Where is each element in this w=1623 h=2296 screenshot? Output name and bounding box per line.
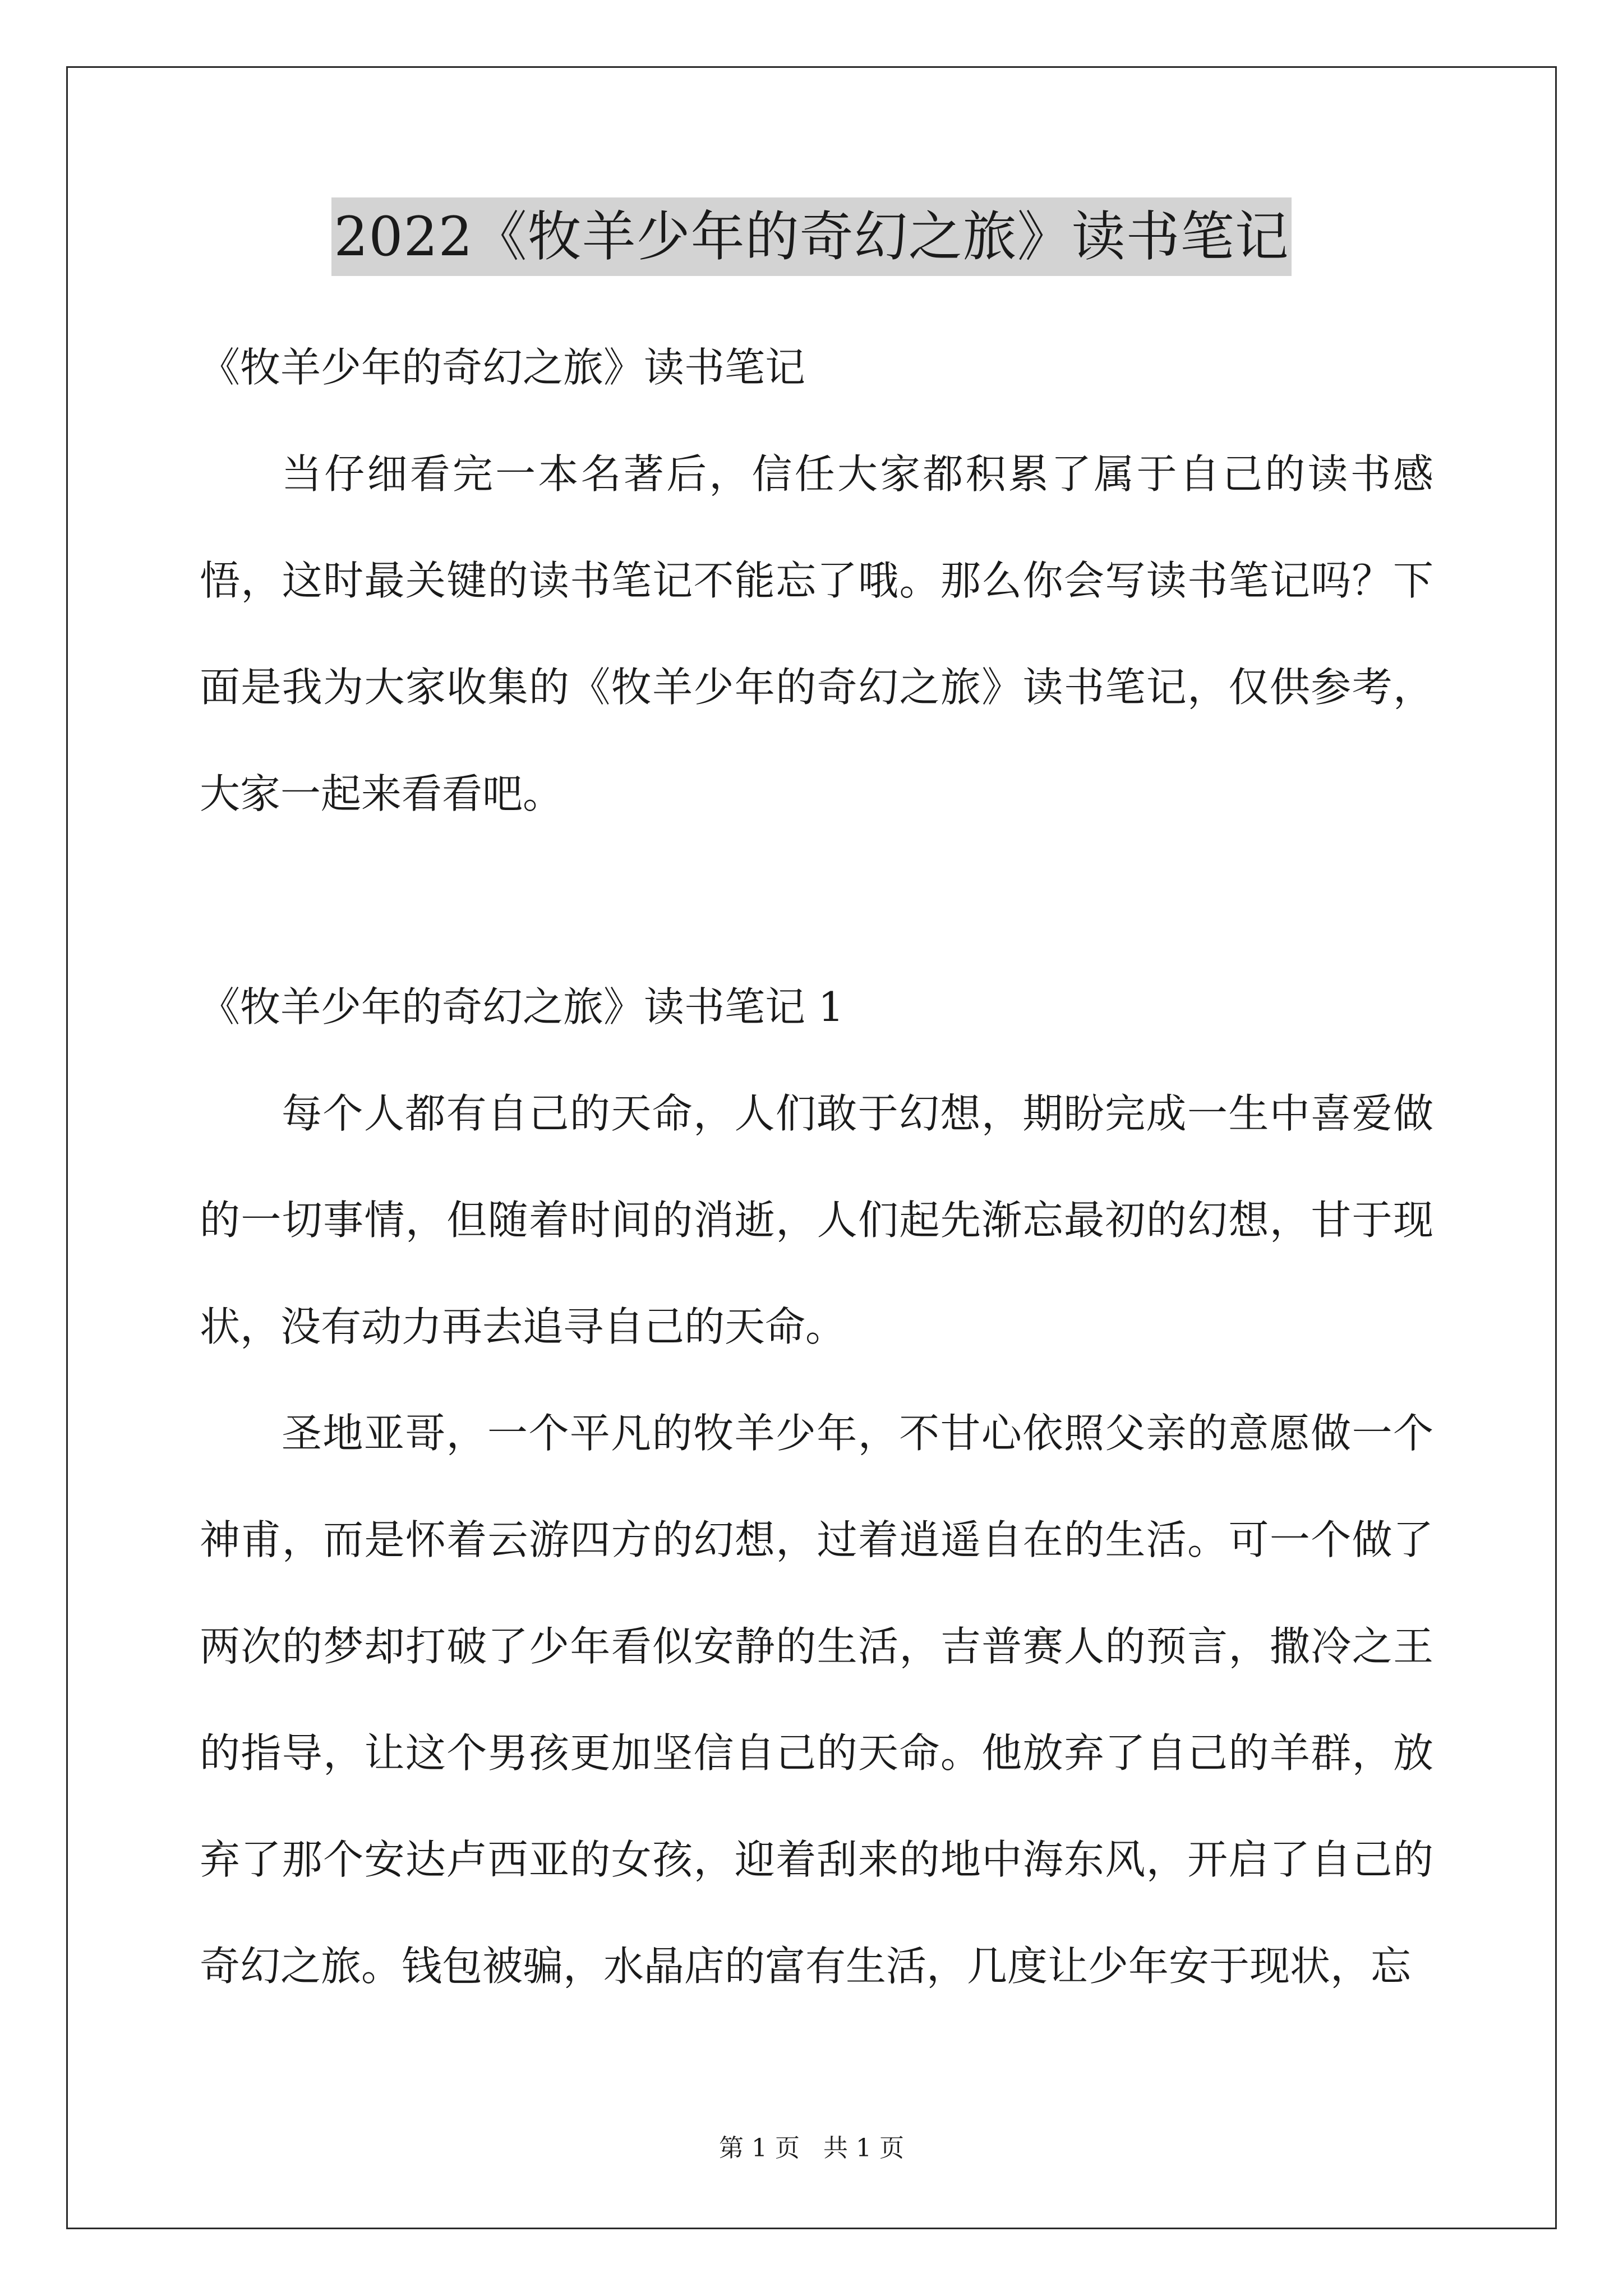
section-spacer — [200, 847, 1433, 954]
document-body — [200, 314, 1433, 2019]
title-container — [0, 197, 1623, 276]
page-footer — [0, 2132, 1623, 2165]
document-title: 2022《牧羊少年的奇幻之旅》读书笔记 — [331, 197, 1291, 276]
page-total: 共 1 页 — [823, 2134, 904, 2162]
intro-heading: 《牧羊少年的奇幻之旅》读书笔记 — [200, 344, 806, 391]
section1-paragraph-2: 圣地亚哥，一个平凡的牧羊少年，不甘心依照父亲的意愿做一个神甫，而是怀着云游四方的幻想，过着逍遥自在的生活。可一个做了两次的梦却打破了少年看似安静的生活，吉普赛人的预言，撒冷之王的指导，让这个男孩更加坚信自己的天命。他放弃了自己的羊群，放弃了那个安达卢西亚的女孩，迎着刮来的地中海东风，开启了自己的奇幻之旅。钱包被骗，水晶店的富有生活，几度让少年安于现状，忘 — [200, 1410, 1433, 1990]
intro-paragraph: 当仔细看完一本名著后，信任大家都积累了属于自己的读书感悟，这时最关键的读书笔记不能忘了哦。那么你会写读书笔记吗？下面是我为大家收集的《牧羊少年的奇幻之旅》读书笔记，仅供参考，大家一起来看看吧。 — [200, 450, 1433, 817]
section1-paragraph-1: 每个人都有自己的天命，人们敢于幻想，期盼完成一生中喜爱做的一切事情，但随着时间的消逝，人们起先渐忘最初的幻想，甘于现状，没有动力再去追寻自己的天命。 — [200, 1090, 1433, 1350]
section1-heading: 《牧羊少年的奇幻之旅》读书笔记 1 — [200, 983, 844, 1030]
page-number: 第 1 页 — [719, 2134, 800, 2162]
